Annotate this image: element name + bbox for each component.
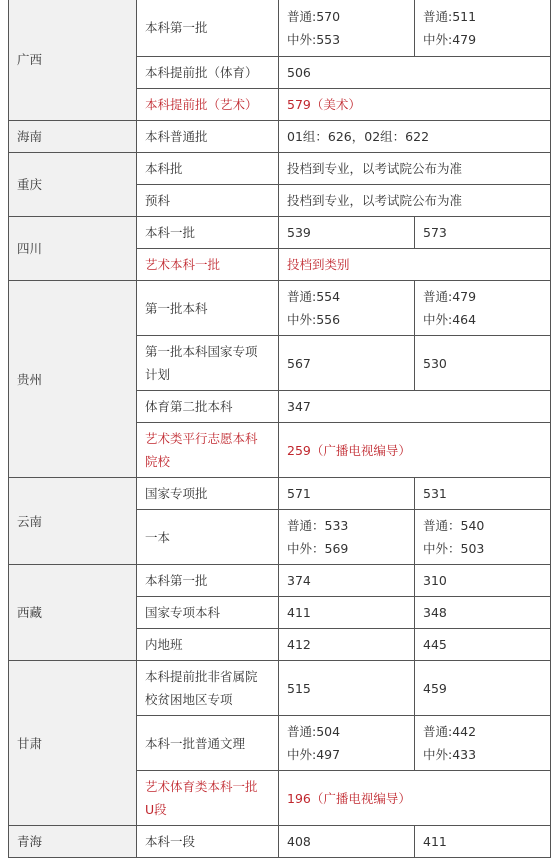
cell-text: 01组：626，02组：622 <box>287 129 430 144</box>
table-cell <box>137 597 279 629</box>
table-cell <box>137 249 279 281</box>
cell-text: 531 <box>423 486 447 501</box>
province-cell <box>9 0 137 121</box>
table-cell <box>415 510 551 565</box>
cell-text: 中外：569 <box>287 541 349 556</box>
table-cell <box>279 771 551 826</box>
table-row <box>9 217 551 249</box>
table-cell <box>137 391 279 423</box>
cell-text: 348 <box>423 605 447 620</box>
table-cell <box>415 826 551 858</box>
table-row <box>9 281 551 336</box>
table-cell <box>137 281 279 336</box>
table-cell <box>415 336 551 391</box>
cell-text: 本科批 <box>145 161 183 176</box>
cell-text: 515 <box>287 680 311 696</box>
cell-text: 校贫困地区专项 <box>145 692 233 707</box>
cell-text: 本科一批普通文理 <box>145 735 246 751</box>
cell-text: 国家专项本科 <box>145 605 221 620</box>
cell-text: 海南 <box>17 129 43 144</box>
table-row <box>9 121 551 153</box>
cell-text: 408 <box>287 834 311 849</box>
cell-text: 中外:479 <box>423 31 477 47</box>
cell-text: 本科提前批（体育） <box>145 65 258 80</box>
cell-text: 本科提前批（艺术） <box>145 97 258 112</box>
province-cell <box>9 661 137 826</box>
table-cell <box>279 478 415 510</box>
table-cell <box>279 217 415 249</box>
cell-text: 259（广播电视编导） <box>287 442 411 458</box>
table-cell <box>279 597 415 629</box>
table-cell <box>137 0 279 57</box>
cell-text: 445 <box>423 637 447 652</box>
admission-scores-table <box>8 0 551 858</box>
table-cell <box>279 565 415 597</box>
cell-text: 体育第二批本科 <box>145 399 233 414</box>
table-cell <box>279 89 551 121</box>
table-cell <box>279 121 551 153</box>
cell-text: 投档到专业，以考试院公布为准 <box>287 161 463 176</box>
table-cell <box>137 89 279 121</box>
table-cell <box>137 153 279 185</box>
cell-text: 普通:511 <box>423 8 477 24</box>
table-cell <box>137 336 279 391</box>
cell-text: 中外:553 <box>287 31 341 47</box>
table-cell <box>279 153 551 185</box>
table-cell <box>415 217 551 249</box>
table-row <box>9 153 551 185</box>
cell-text: 530 <box>423 355 447 371</box>
table-row <box>9 0 551 57</box>
cell-text: 573 <box>423 225 447 240</box>
cell-text: 四川 <box>17 241 43 256</box>
cell-text: 196（广播电视编导） <box>287 790 411 806</box>
cell-text: 本科提前批非省属院 <box>145 669 258 684</box>
cell-text: 中外:433 <box>423 747 477 762</box>
table-cell <box>415 565 551 597</box>
province-cell <box>9 478 137 565</box>
table-cell <box>279 185 551 217</box>
table-body <box>9 0 551 858</box>
cell-text: 本科第一批 <box>145 573 208 588</box>
cell-text: 投档到专业，以考试院公布为准 <box>287 193 463 208</box>
table-cell <box>137 629 279 661</box>
cell-text: 西藏 <box>17 605 43 620</box>
table-cell <box>137 478 279 510</box>
table-cell <box>279 661 415 716</box>
cell-text: 第一批本科国家专项 <box>145 344 258 359</box>
cell-text: 国家专项批 <box>145 486 208 501</box>
cell-text: 普通：540 <box>423 518 485 533</box>
table-row <box>9 661 551 716</box>
cell-text: 甘肃 <box>17 735 43 751</box>
cell-text: 579（美术） <box>287 97 361 112</box>
cell-text: 本科一段 <box>145 834 196 849</box>
table-cell <box>137 57 279 89</box>
table-cell <box>415 597 551 629</box>
table-cell <box>279 336 415 391</box>
cell-text: 347 <box>287 399 311 414</box>
table-cell <box>279 391 551 423</box>
province-cell <box>9 281 137 478</box>
table-cell <box>137 510 279 565</box>
table-cell <box>415 0 551 57</box>
cell-text: 普通:570 <box>287 8 341 24</box>
province-cell <box>9 565 137 661</box>
province-cell <box>9 826 137 858</box>
cell-text: 普通:554 <box>287 289 341 304</box>
cell-text: 411 <box>423 834 447 849</box>
cell-text: 411 <box>287 605 311 620</box>
cell-text: 重庆 <box>17 177 43 192</box>
cell-text: 中外:497 <box>287 747 341 762</box>
province-cell <box>9 217 137 281</box>
table-cell <box>279 281 415 336</box>
table-cell <box>415 629 551 661</box>
cell-text: 一本 <box>145 529 171 545</box>
cell-text: 普通:479 <box>423 289 477 304</box>
cell-text: 567 <box>287 355 311 371</box>
cell-text: 普通：533 <box>287 518 349 533</box>
table-row <box>9 565 551 597</box>
cell-text: 广西 <box>17 52 43 67</box>
province-cell <box>9 153 137 217</box>
table-cell <box>279 249 551 281</box>
cell-text: 本科第一批 <box>145 20 208 35</box>
table-row <box>9 478 551 510</box>
cell-text: 571 <box>287 486 311 501</box>
table-cell <box>279 57 551 89</box>
table-cell <box>415 661 551 716</box>
table-row <box>9 826 551 858</box>
table-cell <box>415 281 551 336</box>
cell-text: 普通:504 <box>287 724 341 739</box>
cell-text: 院校 <box>145 454 171 469</box>
cell-text: 艺术本科一批 <box>145 257 221 272</box>
cell-text: 中外:556 <box>287 312 341 327</box>
table-cell <box>137 185 279 217</box>
cell-text: 云南 <box>17 513 43 529</box>
cell-text: 374 <box>287 573 311 588</box>
cell-text: 贵州 <box>17 371 43 387</box>
cell-text: 普通:442 <box>423 724 477 739</box>
table-cell <box>137 423 279 478</box>
table-cell <box>137 771 279 826</box>
province-cell <box>9 121 137 153</box>
table-cell <box>279 423 551 478</box>
cell-text: 459 <box>423 680 447 696</box>
cell-text: 本科一批 <box>145 225 196 240</box>
table-cell <box>415 716 551 771</box>
cell-text: 艺术类平行志愿本科 <box>145 431 258 446</box>
table-cell <box>279 716 415 771</box>
cell-text: U段 <box>145 802 167 817</box>
table-cell <box>137 565 279 597</box>
table-cell <box>279 826 415 858</box>
cell-text: 计划 <box>145 367 171 382</box>
cell-text: 506 <box>287 65 311 80</box>
cell-text: 310 <box>423 573 447 588</box>
cell-text: 预科 <box>145 193 171 208</box>
cell-text: 第一批本科 <box>145 300 208 316</box>
table-cell <box>415 478 551 510</box>
cell-text: 中外：503 <box>423 541 485 556</box>
cell-text: 青海 <box>17 834 43 849</box>
table-cell <box>279 0 415 57</box>
cell-text: 投档到类别 <box>287 257 350 272</box>
table-cell <box>137 716 279 771</box>
cell-text: 412 <box>287 637 311 652</box>
cell-text: 539 <box>287 225 311 240</box>
cell-text: 本科普通批 <box>145 129 208 144</box>
table-cell <box>137 217 279 249</box>
table-cell <box>137 121 279 153</box>
cell-text: 艺术体育类本科一批 <box>145 779 258 794</box>
table-cell <box>279 629 415 661</box>
table-cell <box>137 661 279 716</box>
table-cell <box>279 510 415 565</box>
table-cell <box>137 826 279 858</box>
cell-text: 内地班 <box>145 637 183 652</box>
cell-text: 中外:464 <box>423 312 477 327</box>
